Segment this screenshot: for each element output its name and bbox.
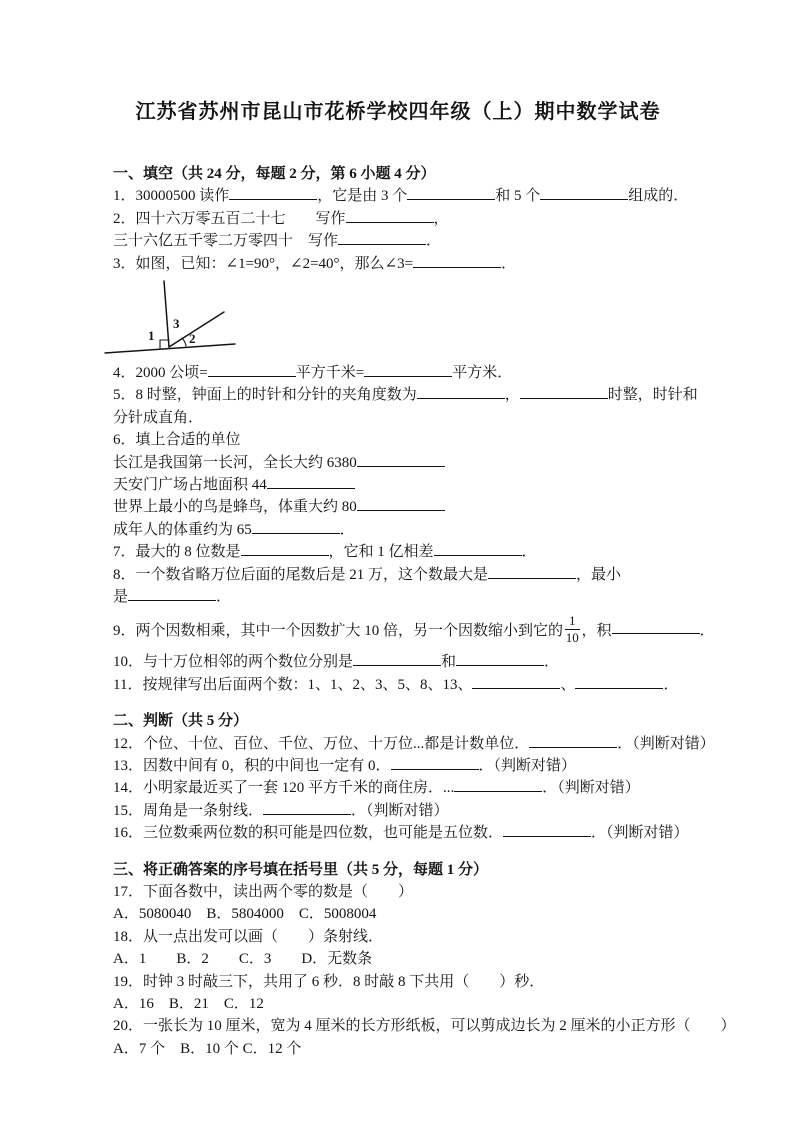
answer-blank (529, 733, 617, 748)
question-14-text: ．（判断对错） (542, 780, 640, 797)
question-15 (113, 800, 693, 822)
page-title: 江苏省苏州市昆山市花桥学校四年级（上）期中数学试卷 (135, 101, 661, 123)
question-5-line-2 (113, 407, 693, 429)
question-18-text: 18．从一点出发可以画（ ）条射线． (113, 928, 384, 945)
answer-blank (353, 651, 441, 666)
question-9-text: 9．两个因数相乘，其中一个因数扩大 10 倍，另一个因数缩小到它的 (113, 622, 564, 639)
question-10 (113, 651, 693, 673)
question-16 (113, 822, 693, 844)
question-6-item-1 (113, 452, 693, 474)
question-5-line-2-text: 分针成直角． (113, 409, 204, 426)
question-2-line-2-text: 三十六亿五千零二万零四十 写作 (113, 233, 339, 250)
question-18-options (113, 948, 693, 970)
question-11 (113, 674, 693, 696)
answer-blank (364, 362, 452, 377)
question-5-text: 5．8 时整，钟面上的时针和分针的夹角度数为 (113, 387, 417, 404)
question-4-text: 平方米． (452, 365, 513, 382)
question-12 (113, 733, 715, 755)
answer-blank (346, 208, 434, 223)
question-9-text: ． (699, 622, 715, 639)
question-18 (113, 926, 693, 948)
question-3-text: 3．如图，已知：∠1=90°，∠2=40°，那么∠3= (113, 255, 414, 272)
question-16-text: 16．三位数乘两位数的积可能是四位数，也可能是五位数． (113, 825, 504, 842)
question-13 (113, 755, 693, 777)
answer-blank (454, 777, 542, 792)
question-16-text: ．（判断对错） (591, 825, 689, 842)
question-17-options (113, 903, 693, 925)
question-14-text: 14．小明家最近买了一套 120 平方千米的商住房．... (113, 780, 455, 797)
question-3 (113, 253, 693, 275)
question-9-text: ，积 (581, 622, 612, 639)
question-6-item-4-text: ． (339, 521, 355, 538)
question-14 (113, 777, 693, 799)
question-7 (113, 541, 693, 563)
fraction (565, 614, 580, 647)
answer-blank (263, 800, 351, 815)
angle-1-label: 1 (148, 328, 155, 344)
question-6-item-1-text: 长江是我国第一长河，全长大约 6380 (113, 454, 357, 471)
question-8-text: 8．一个数省略万位后面的尾数后是 21 万，这个数最大是 (113, 566, 489, 583)
question-5-text: ， (504, 387, 520, 404)
section-1-heading (113, 163, 693, 185)
question-20-text: 20．一张长为 10 厘米，宽为 4 厘米的长方形纸板，可以剪成边长为 2 厘米的小正方形（ ） (113, 1018, 736, 1035)
question-19-options-text: A．16 B．21 C．12 (113, 996, 264, 1013)
question-15-text: ．（判断对错） (351, 802, 449, 819)
answer-blank (128, 586, 216, 601)
answer-blank (252, 519, 340, 534)
question-6-item-2-text: 天安门广场占地面积 44 (113, 477, 267, 494)
section-3-heading-text: 三、将正确答案的序号填在括号里（共 5 分，每题 1 分） (113, 861, 489, 878)
question-15-text: 15．周角是一条射线． (113, 802, 264, 819)
question-6-item-4-text: 成年人的体重约为 65 (113, 521, 252, 538)
answer-blank (540, 185, 628, 200)
question-6 (113, 429, 693, 451)
answer-blank (575, 674, 663, 689)
question-19 (113, 971, 693, 993)
question-2-text: 2．四十六万零五百二十七 写作 (113, 210, 346, 227)
question-9 (113, 609, 715, 652)
angle-2-label: 2 (189, 331, 196, 347)
question-6-item-3-text: 世界上最小的鸟是蜂鸟，体重大约 80 (113, 499, 357, 516)
question-list (113, 163, 736, 1060)
fraction-denominator: 10 (565, 630, 579, 646)
question-10-text: 10．与十万位相邻的两个数位分别是 (113, 654, 354, 671)
question-8 (113, 564, 693, 586)
question-4 (113, 362, 693, 384)
angle-figure (103, 278, 693, 358)
answer-blank (267, 474, 355, 489)
question-1-text: 1．30000500 读作 (113, 188, 230, 205)
answer-blank (503, 822, 591, 837)
answer-blank (413, 253, 501, 268)
fraction-numerator: 1 (565, 614, 580, 631)
question-7-text: 7．最大的 8 位数是 (113, 544, 241, 561)
question-11-text: 、 (560, 676, 576, 693)
question-8-text: ，最小 (576, 566, 622, 583)
answer-blank (391, 755, 479, 770)
question-13-text: ．（判断对错） (478, 758, 577, 774)
question-1-text: 组成的． (628, 188, 689, 205)
answer-blank (488, 564, 576, 579)
answer-blank (241, 541, 329, 556)
answer-blank (357, 496, 445, 511)
answer-blank (472, 674, 560, 689)
angle-diagram (103, 278, 253, 358)
answer-blank (417, 384, 505, 399)
question-11-text: 11．按规律写出后面两个数：1、1、2、3、5、8、13、 (113, 676, 473, 693)
question-5-text: 时整，时针和 (607, 387, 698, 404)
question-6-item-4 (113, 519, 693, 541)
answer-blank (229, 185, 317, 200)
question-7-text: ，它和 1 亿相差 (328, 544, 434, 561)
question-4-text: 平方千米= (295, 365, 365, 382)
section-1-heading-text: 一、填空（共 24 分，每题 2 分，第 6 小题 4 分） (113, 166, 436, 182)
question-18-options-text: A．1 B．2 C．3 D．无数条 (113, 951, 373, 968)
question-8-line-2 (113, 586, 693, 608)
question-19-text: 19．时钟 3 时敲三下，共用了 6 秒．8 时敲 8 下共用（ ）秒． (113, 973, 545, 990)
question-12-text: ．（判断对错） (617, 735, 715, 752)
question-8-line-2-text: ． (216, 589, 232, 606)
answer-blank (407, 185, 495, 200)
question-8-line-2-text: 是 (113, 589, 129, 606)
question-10-text: 和 (441, 654, 457, 671)
section-3-heading (113, 859, 693, 881)
answer-blank (208, 362, 296, 377)
answer-blank (456, 651, 544, 666)
question-11-text: ． (663, 676, 679, 693)
answer-blank (520, 384, 608, 399)
question-12-text: 12．个位、十位、百位、千位、万位、十万位...都是计数单位． (113, 735, 530, 752)
question-20 (113, 1015, 736, 1037)
question-19-options (113, 993, 693, 1015)
question-6-text: 6．填上合适的单位 (113, 432, 241, 449)
question-17-text: 17．下面各数中，读出两个零的数是（ ） (113, 884, 414, 901)
question-2-line-2-text: ． (426, 233, 442, 250)
question-17-options-text: A．5080040 B．5804000 C．5008004 (113, 906, 377, 923)
question-17 (113, 881, 693, 903)
angle-3-label: 3 (173, 316, 180, 332)
question-2-line-2 (113, 230, 693, 252)
answer-blank (338, 230, 426, 245)
question-1 (113, 185, 693, 207)
question-2 (113, 208, 693, 230)
question-6-item-3 (113, 496, 693, 518)
question-1-text: 和 5 个 (495, 188, 541, 205)
question-10-text: ． (544, 654, 560, 671)
section-2-heading (113, 710, 693, 732)
question-3-text: ． (501, 255, 517, 272)
question-20-options (113, 1038, 693, 1060)
question-1-text: ，它是由 3 个 (317, 188, 408, 205)
question-20-options-text: A．7 个 B．10 个 C．12 个 (113, 1040, 302, 1057)
answer-blank (612, 619, 700, 634)
question-5 (113, 384, 698, 406)
question-2-text: ， (433, 210, 449, 227)
question-13-text: 13．因数中间有 0，积的中间也一定有 0． (113, 758, 391, 774)
section-2-heading-text: 二、判断（共 5 分） (113, 713, 249, 730)
answer-blank (357, 452, 445, 467)
question-6-item-2 (113, 474, 693, 496)
answer-blank (434, 541, 522, 556)
question-7-text: ． (521, 544, 537, 561)
question-4-text: 4．2000 公顷= (113, 365, 208, 382)
